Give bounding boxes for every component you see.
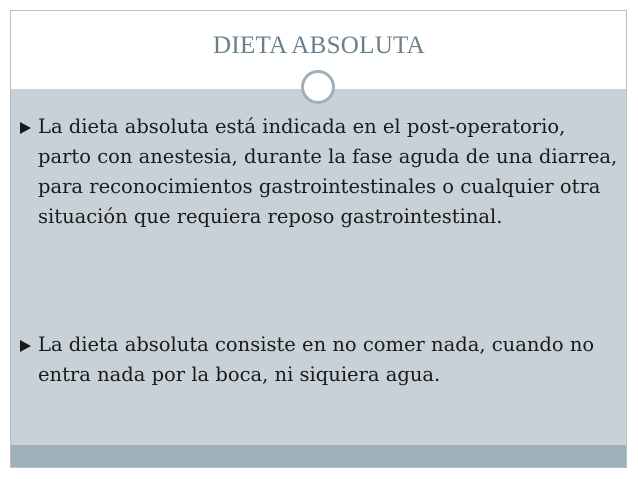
triangle-bullet-icon [20, 340, 31, 352]
slide-title: DIETA ABSOLUTA [212, 32, 425, 59]
bullet-text-2: La dieta absoluta consiste en no comer nada, cuando no entra nada por la boca, ni siquiera agua. [38, 333, 595, 386]
circle-ornament-icon [301, 70, 335, 104]
triangle-bullet-icon [20, 122, 31, 134]
bullet-text-1: La dieta absoluta está indicada en el post-operatorio, parto con anestesia, durante la fase aguda de una diarrea, para reconocimientos gastrointestinales o cualquier otra situación que requiera reposo gastrointestinal. [38, 115, 618, 228]
bullet-item-2 [20, 330, 620, 390]
bullet-item-1 [20, 112, 620, 232]
bottom-bar [11, 445, 626, 467]
